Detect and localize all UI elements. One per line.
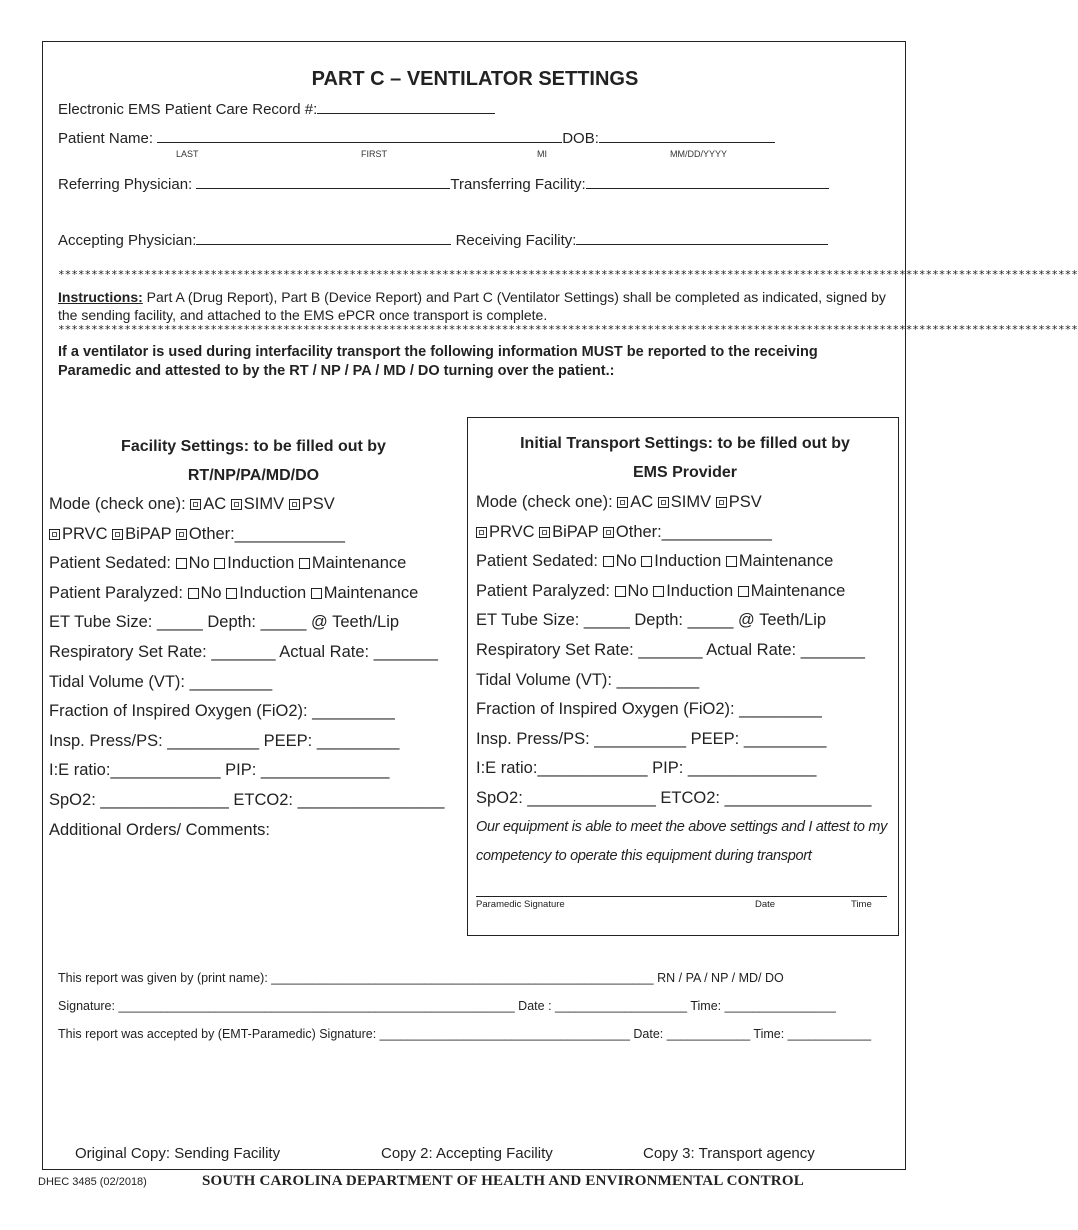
- transport-sedated-maintenance-checkbox[interactable]: [726, 556, 737, 567]
- transport-sedated-no-checkbox[interactable]: [603, 556, 614, 567]
- facility-mode-ac-checkbox[interactable]: [190, 499, 201, 510]
- facility-sedated-induction-label: Induction: [227, 554, 295, 573]
- transport-paralyzed-no-label: No: [627, 581, 649, 600]
- facility-mode-bipap-checkbox[interactable]: [112, 529, 123, 540]
- mandatory-notice: If a ventilator is used during interfacility transport the following information MUST be reported to the receiving Paramedic and attested to by the RT / NP / PA / MD / DO turning over the patient.:: [58, 344, 818, 379]
- transport-heading: [470, 429, 900, 487]
- transport-mode-bipap-label: BiPAP: [552, 522, 599, 541]
- facility-fields: [49, 490, 444, 845]
- facility-tidal-volume-field[interactable]: Tidal Volume (VT): _________: [49, 672, 273, 691]
- instructions-text: Part A (Drug Report), Part B (Device Report) and Part C (Ventilator Settings) shall be completed as indicated, signed by the sending facility, and attached to the EMS ePCR once transport is complete.: [58, 289, 886, 323]
- facility-paralyzed-induction-label: Induction: [239, 583, 307, 602]
- transferring-input-line[interactable]: [586, 187, 829, 189]
- given-by-field[interactable]: This report was given by (print name): _______________________________________________________ RN / PA / NP / MD/ DO: [58, 971, 784, 985]
- facility-paralyzed-row: [49, 579, 444, 609]
- epcr-label: Electronic EMS Patient Care Record #:: [58, 101, 318, 118]
- instructions: [58, 288, 888, 324]
- transport-sedated-induction-checkbox[interactable]: [641, 556, 652, 567]
- referring-label: Referring Physician:: [58, 176, 193, 193]
- facility-sedated-maintenance-label: Maintenance: [311, 554, 407, 573]
- copy-original: Original Copy: Sending Facility: [75, 1145, 281, 1162]
- accepting-input-line[interactable]: [196, 243, 451, 245]
- patient-name-label: Patient Name:: [58, 130, 154, 147]
- transport-mode-bipap-checkbox[interactable]: [539, 527, 550, 538]
- transport-mode-simv-checkbox[interactable]: [658, 497, 669, 508]
- star-divider-bottom: **********************************************************************************************************************************************************: [58, 323, 1078, 336]
- facility-sedated-no-checkbox[interactable]: [176, 558, 187, 569]
- transport-spo2-field[interactable]: SpO2: ______________ ETCO2: ________________: [476, 788, 872, 807]
- transport-mode-simv-label: SIMV: [670, 493, 712, 511]
- transport-paralyzed-maintenance-checkbox[interactable]: [738, 586, 749, 597]
- epcr-field-row: [58, 101, 495, 118]
- paramedic-signature-line[interactable]: [476, 896, 887, 897]
- transport-paralyzed-maintenance-label: Maintenance: [750, 581, 846, 600]
- facility-insp-press-field[interactable]: Insp. Press/PS: __________ PEEP: _________: [49, 731, 400, 750]
- transport-mode-row-2: [476, 518, 871, 548]
- facility-mode-other-label: Other:____________: [188, 524, 345, 543]
- facility-sedated-induction-checkbox[interactable]: [214, 558, 225, 569]
- facility-mode-simv-checkbox[interactable]: [231, 499, 242, 510]
- referring-row: [58, 176, 829, 193]
- transport-attestation: [476, 813, 898, 871]
- accepting-label: Accepting Physician:: [58, 232, 197, 249]
- transport-tidal-volume-field[interactable]: Tidal Volume (VT): _________: [476, 670, 700, 689]
- form-title: PART C – VENTILATOR SETTINGS: [311, 68, 639, 90]
- facility-paralyzed-label: Patient Paralyzed:: [49, 583, 183, 602]
- facility-mode-ac-label: AC: [203, 495, 227, 513]
- instructions-label: Instructions:: [58, 289, 143, 305]
- transport-sedated-no-label: No: [615, 552, 637, 571]
- signature-field[interactable]: Signature: _________________________________________________________ Date : ___________________ Time: ________________: [58, 999, 836, 1013]
- transport-et-tube-field[interactable]: ET Tube Size: _____ Depth: _____ @ Teeth/Lip: [476, 611, 827, 630]
- sub-dob: MM/DD/YYYY: [670, 149, 728, 159]
- transport-sedated-induction-label: Induction: [654, 552, 722, 571]
- transport-heading-line-1: Initial Transport Settings: to be filled out by: [520, 435, 850, 452]
- transport-sedated-maintenance-label: Maintenance: [738, 552, 834, 571]
- facility-resp-rate-field[interactable]: Respiratory Set Rate: _______ Actual Rate: _______: [49, 642, 438, 661]
- facility-mode-other-checkbox[interactable]: [176, 529, 187, 540]
- transport-resp-rate-field[interactable]: Respiratory Set Rate: _______ Actual Rate: _______: [476, 640, 865, 659]
- facility-sedated-no-label: No: [188, 554, 210, 573]
- patient-name-input-line[interactable]: [157, 141, 562, 143]
- facility-et-tube-field[interactable]: ET Tube Size: _____ Depth: _____ @ Teeth/Lip: [49, 613, 400, 632]
- facility-mode-psv-label: PSV: [301, 495, 335, 513]
- transport-fio2-field[interactable]: Fraction of Inspired Oxygen (FiO2): _________: [476, 700, 822, 719]
- star-divider-top: **********************************************************************************************************************************************************: [58, 268, 1078, 281]
- facility-heading-line-1: Facility Settings: to be filled out by: [121, 438, 386, 455]
- facility-mode-row-2: [49, 520, 444, 550]
- copy-2: Copy 2: Accepting Facility: [381, 1145, 553, 1162]
- transport-mode-label: Mode (check one):: [476, 493, 613, 511]
- facility-additional-comments-label: Additional Orders/ Comments:: [49, 820, 271, 839]
- transport-attestation-line-2: competency to operate this equipment during transport: [476, 848, 812, 864]
- transport-paralyzed-induction-label: Induction: [666, 581, 734, 600]
- facility-paralyzed-maintenance-label: Maintenance: [323, 583, 419, 602]
- transport-mode-other-checkbox[interactable]: [603, 527, 614, 538]
- patient-name-row: [58, 130, 775, 147]
- receiving-label: Receiving Facility:: [455, 232, 577, 249]
- facility-ie-ratio-field[interactable]: I:E ratio:____________ PIP: ______________: [49, 761, 390, 780]
- transport-mode-psv-label: PSV: [728, 493, 762, 511]
- transport-fields: [476, 488, 871, 814]
- transport-mode-row: [476, 488, 871, 518]
- facility-sedated-label: Patient Sedated:: [49, 554, 172, 573]
- facility-paralyzed-no-label: No: [200, 583, 222, 602]
- facility-mode-prvc-label: PRVC: [62, 524, 108, 543]
- transport-mode-prvc-label: PRVC: [489, 522, 535, 541]
- transport-paralyzed-label: Patient Paralyzed:: [476, 581, 610, 600]
- paramedic-time-label: Time: [851, 899, 872, 910]
- transport-insp-press-field[interactable]: Insp. Press/PS: __________ PEEP: _________: [476, 729, 827, 748]
- transport-mode-prvc-checkbox[interactable]: [476, 527, 487, 538]
- transferring-label: Transferring Facility:: [450, 176, 586, 193]
- facility-heading: [50, 432, 457, 490]
- transport-paralyzed-row: [476, 577, 871, 607]
- facility-sedated-row: [49, 549, 444, 579]
- facility-mode-row: [49, 490, 444, 520]
- agency-name: SOUTH CAROLINA DEPARTMENT OF HEALTH AND ENVIRONMENTAL CONTROL: [202, 1173, 804, 1189]
- receiving-input-line[interactable]: [576, 243, 828, 245]
- facility-paralyzed-induction-checkbox[interactable]: [226, 588, 237, 599]
- transport-ie-ratio-field[interactable]: I:E ratio:____________ PIP: ______________: [476, 759, 817, 778]
- dob-input-line[interactable]: [599, 141, 775, 143]
- facility-mode-prvc-checkbox[interactable]: [49, 529, 60, 540]
- transport-mode-psv-checkbox[interactable]: [716, 497, 727, 508]
- facility-mode-psv-checkbox[interactable]: [289, 499, 300, 510]
- facility-heading-line-2: RT/NP/PA/MD/DO: [187, 467, 320, 484]
- paramedic-signature-label: Paramedic Signature: [476, 899, 565, 910]
- dob-label: DOB:: [562, 130, 599, 147]
- accepting-row: [58, 232, 828, 249]
- transport-paralyzed-induction-checkbox[interactable]: [653, 586, 664, 597]
- paramedic-date-label: Date: [755, 899, 776, 910]
- transport-attestation-line-1: Our equipment is able to meet the above settings and I attest to my: [476, 819, 888, 835]
- facility-paralyzed-no-checkbox[interactable]: [188, 588, 199, 599]
- referring-input-line[interactable]: [196, 187, 450, 189]
- accepted-by-field[interactable]: This report was accepted by (EMT-Paramedic) Signature: ____________________________________ Date: ____________ Time: ____________: [58, 1027, 872, 1041]
- facility-mode-simv-label: SIMV: [243, 495, 285, 513]
- transport-sedated-label: Patient Sedated:: [476, 552, 599, 571]
- copy-3: Copy 3: Transport agency: [643, 1145, 815, 1162]
- facility-mode-label: Mode (check one):: [49, 495, 186, 513]
- transport-mode-ac-checkbox[interactable]: [617, 497, 628, 508]
- transport-mode-ac-label: AC: [630, 493, 654, 511]
- facility-mode-bipap-label: BiPAP: [125, 524, 172, 543]
- transport-paralyzed-no-checkbox[interactable]: [615, 586, 626, 597]
- sub-first: FIRST: [361, 149, 387, 159]
- transport-mode-other-label: Other:____________: [615, 522, 772, 541]
- form-code: DHEC 3485 (02/2018): [38, 1176, 147, 1188]
- facility-fio2-field[interactable]: Fraction of Inspired Oxygen (FiO2): _________: [49, 702, 395, 721]
- transport-heading-line-2: EMS Provider: [632, 464, 738, 481]
- transport-sedated-row: [476, 547, 871, 577]
- sub-last: LAST: [176, 149, 199, 159]
- facility-sedated-maintenance-checkbox[interactable]: [299, 558, 310, 569]
- facility-paralyzed-maintenance-checkbox[interactable]: [311, 588, 322, 599]
- sub-mi: MI: [537, 149, 547, 159]
- facility-spo2-field[interactable]: SpO2: ______________ ETCO2: ________________: [49, 790, 445, 809]
- epcr-input-line[interactable]: [317, 112, 495, 114]
